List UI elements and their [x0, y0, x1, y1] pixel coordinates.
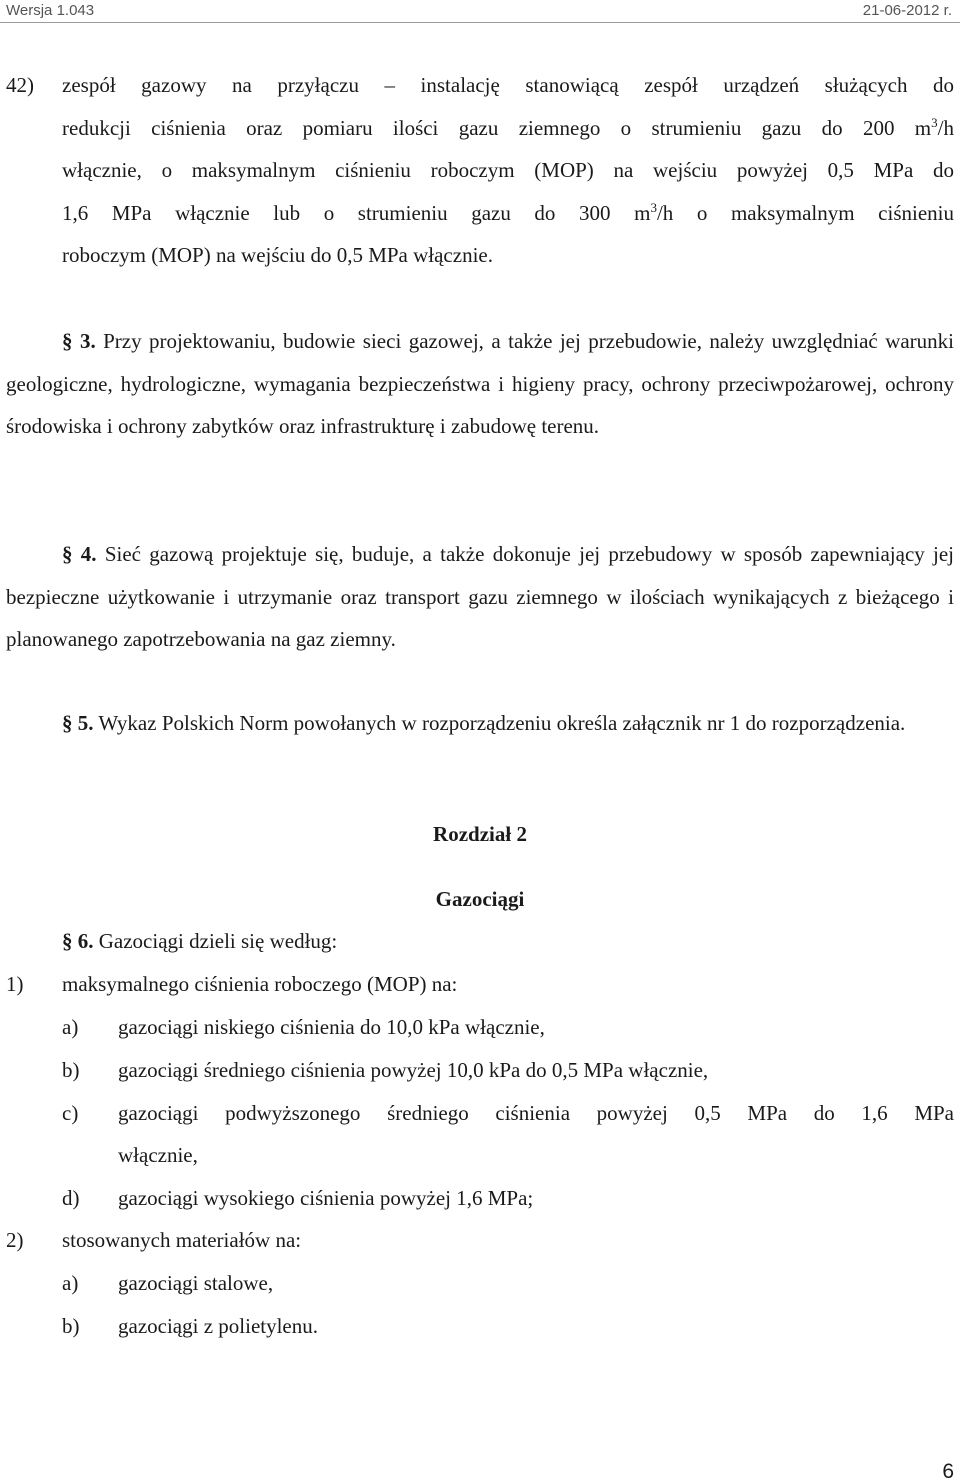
item-42-line-1: zespół gazowy na przyłączu – instalację stanowiącą zespół urządzeń służących do	[62, 73, 954, 97]
sublist-marker: c)	[62, 1101, 79, 1125]
paragraph-text: Przy projektowaniu, budowie sieci gazowej, a także jej przebudowie, należy uwzględniać warunki geologiczne, hydrologiczne, wymagania bezpieczeństwa i higieny pracy, ochrony przeciwpożarowej, ochrony środowiska i ochrony zabytków oraz infrastrukturę i zabudowę terenu.	[6, 329, 955, 439]
paragraph-text: Sieć gazową projektuje się, buduje, a także dokonuje jej przebudowy w sposób zapewniający jej bezpieczne użytkowanie i utrzymanie oraz transport gazu ziemnego w ilościach wynikających z bieżącego i planowanego zapotrzebowania na gaz ziemny.	[6, 542, 955, 652]
sublist-marker: d)	[62, 1186, 80, 1210]
sublist-marker: b)	[62, 1058, 80, 1082]
item-42-line-4: 1,6 MPa włącznie lub o strumieniu gazu do 300 $m^3/h$ o maksymalnym ciśnieniu	[62, 200, 954, 225]
paragraph-6	[6, 920, 954, 963]
sublist-item: gazociągi podwyższonego średniego ciśnienia powyżej 0,5 MPa do 1,6 MPa	[118, 1101, 954, 1125]
page-number: 6	[942, 1460, 954, 1483]
sublist-item-continuation: włącznie,	[118, 1143, 198, 1167]
list-number: 1)	[6, 972, 24, 996]
chapter-title: Rozdział 2	[433, 822, 527, 846]
header-divider	[0, 22, 960, 23]
section-mark: §	[62, 929, 73, 953]
sublist-item: gazociągi niskiego ciśnienia do 10,0 kPa włącznie,	[118, 1015, 545, 1039]
document-date: 21-06-2012 r.	[862, 2, 952, 19]
section-number: 3.	[79, 329, 96, 353]
item-42-line-2: redukcji ciśnienia oraz pomiaru ilości gazu ziemnego o strumieniu gazu do 200 $m^3/h$	[62, 115, 954, 140]
list-number: 2)	[6, 1228, 24, 1252]
sublist-marker: a)	[62, 1015, 79, 1039]
section-number: 5.	[77, 711, 94, 735]
paragraph-4	[6, 533, 954, 661]
list-item	[6, 963, 24, 1006]
sublist-marker: b)	[62, 1314, 80, 1338]
sublist-item: gazociągi wysokiego ciśnienia powyżej 1,6 MPa;	[118, 1186, 534, 1210]
paragraph-text: Wykaz Polskich Norm powołanych w rozporządzeniu określa załącznik nr 1 do rozporządzenia.	[98, 711, 906, 735]
section-mark: §	[62, 542, 73, 566]
sublist-item: gazociągi stalowe,	[118, 1271, 274, 1295]
section-mark: §	[62, 711, 73, 735]
item-42-number: 42)	[6, 73, 34, 97]
sublist-marker: a)	[62, 1271, 79, 1295]
sublist-item: gazociągi średniego ciśnienia powyżej 10,0 kPa do 0,5 MPa włącznie,	[118, 1058, 709, 1082]
document-version: Wersja 1.043	[6, 2, 95, 19]
item-42-line-3: włącznie, o maksymalnym ciśnieniu roboczym (MOP) na wejściu powyżej 0,5 MPa do	[62, 158, 954, 182]
item-42-line-5: roboczym (MOP) na wejściu do 0,5 MPa włącznie.	[62, 243, 493, 267]
section-number: 4.	[80, 542, 97, 566]
paragraph-text: Gazociągi dzieli się według:	[98, 929, 338, 953]
section-mark: §	[62, 329, 73, 353]
paragraph-5	[6, 702, 954, 745]
section-number: 6.	[77, 929, 94, 953]
sublist-item: gazociągi z polietylenu.	[118, 1314, 319, 1338]
paragraph-3	[6, 320, 954, 448]
list-item-text: maksymalnego ciśnienia roboczego (MOP) na:	[62, 972, 458, 996]
list-item-text: stosowanych materiałów na:	[62, 1228, 302, 1252]
chapter-subtitle: Gazociągi	[435, 887, 525, 911]
